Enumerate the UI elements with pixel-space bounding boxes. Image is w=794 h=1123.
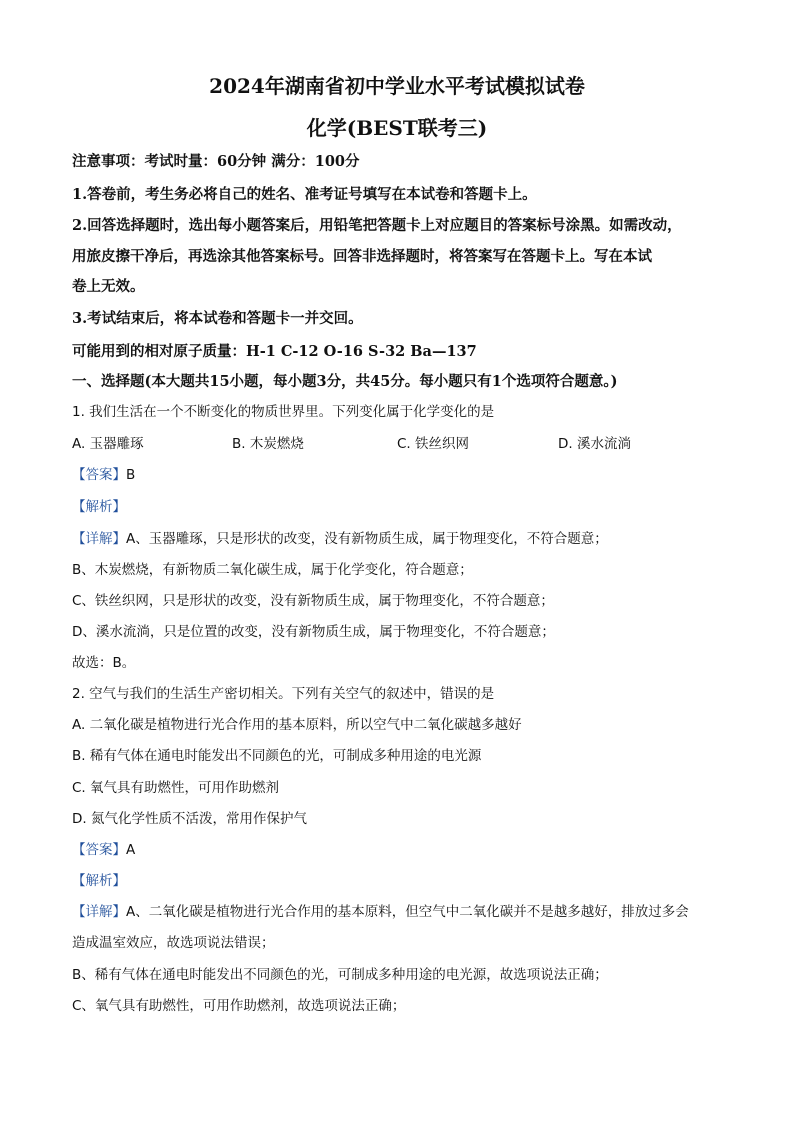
question-2-stem: 2. 空气与我们的生活生产密切相关。下列有关空气的叙述中，错误的是 — [72, 686, 495, 702]
question-2-option-d: D. 氮气化学性质不活泼，常用作保护气 — [72, 811, 307, 827]
question-2-answer — [72, 838, 724, 858]
question-2-option-b: B. 稀有气体在通电时能发出不同颜色的光，可制成多种用途的电光源 — [72, 748, 482, 764]
section-heading: 一、选择题(本大题共15小题，每小题3分，共45分。每小题只有1个选项符合题意。) — [72, 373, 618, 390]
exam-title: 2024年湖南省初中学业水平考试模拟试卷 — [209, 74, 585, 98]
question-2-detail-c: C、氧气具有助燃性，可用作助燃剂，故选项说法正确； — [72, 998, 406, 1014]
question-1-option-b: B. 木炭燃烧 — [232, 436, 304, 452]
question-1-option-a: A. 玉器雕琢 — [72, 436, 144, 452]
question-2-detail-b: B、稀有气体在通电时能发出不同颜色的光，可制成多种用途的电光源，故选项说法正确； — [72, 967, 608, 983]
question-2-detail-a-line-2: 造成温室效应，故选项说法错误； — [72, 935, 275, 951]
question-1-detail-a — [72, 527, 724, 547]
notice-item-1: 1.答卷前，考生务必将自己的姓名、准考证号填写在本试卷和答题卡上。 — [72, 186, 537, 203]
answer-value: A — [126, 842, 136, 858]
question-1-option-d: D. 溪水流淌 — [558, 436, 631, 452]
notice-item-3: 3.考试结束后，将本试卷和答题卡一并交回。 — [72, 310, 363, 327]
answer-tag: 【答案】 — [72, 842, 126, 858]
question-1-detail-d: D、溪水流淌，只是位置的改变，没有新物质生成，属于物理变化，不符合题意； — [72, 624, 555, 640]
answer-value: B — [126, 467, 136, 483]
detail-text: A、二氧化碳是植物进行光合作用的基本原料，但空气中二氧化碳并不是越多越好，排放过多会 — [126, 904, 689, 920]
question-1-stem: 1. 我们生活在一个不断变化的物质世界里。下列变化属于化学变化的是 — [72, 404, 495, 420]
detail-text: A、玉器雕琢，只是形状的改变，没有新物质生成，属于物理变化，不符合题意； — [126, 531, 608, 547]
question-2-option-a: A. 二氧化碳是植物进行光合作用的基本原料，所以空气中二氧化碳越多越好 — [72, 717, 522, 733]
detail-tag: 【详解】 — [72, 904, 126, 920]
question-1-analysis-tag: 【解析】 — [72, 499, 126, 515]
question-1-option-c: C. 铁丝织网 — [397, 436, 470, 452]
question-2-option-c: C. 氧气具有助燃性，可用作助燃剂 — [72, 780, 280, 796]
question-1-detail-b: B、木炭燃烧，有新物质二氧化碳生成，属于化学变化，符合题意； — [72, 562, 473, 578]
notice-item-2-line-3: 卷上无效。 — [72, 278, 145, 295]
question-2-detail-a-line-1 — [72, 900, 724, 920]
question-1-answer — [72, 463, 724, 483]
question-1-detail-c: C、铁丝织网，只是形状的改变，没有新物质生成，属于物理变化，不符合题意； — [72, 593, 554, 609]
question-1-conclusion: 故选：B。 — [72, 655, 136, 671]
notice-item-2-line-1: 2.回答选择题时，选出每小题答案后，用铅笔把答题卡上对应题目的答案标号涂黑。如需改动， — [72, 217, 682, 234]
notice-item-2-line-2: 用旅皮擦干净后，再选涂其他答案标号。回答非选择题时，将答案写在答题卡上。写在本试 — [72, 248, 652, 265]
question-2-analysis-tag: 【解析】 — [72, 873, 126, 889]
detail-tag: 【详解】 — [72, 531, 126, 547]
exam-subtitle: 化学(BEST联考三) — [306, 116, 488, 140]
notice-heading: 注意事项：考试时量：60分钟 满分：100分 — [72, 153, 360, 170]
answer-tag: 【答案】 — [72, 467, 126, 483]
atomic-mass-line: 可能用到的相对原子质量：H-1 C-12 O-16 S-32 Ba—137 — [72, 343, 477, 360]
